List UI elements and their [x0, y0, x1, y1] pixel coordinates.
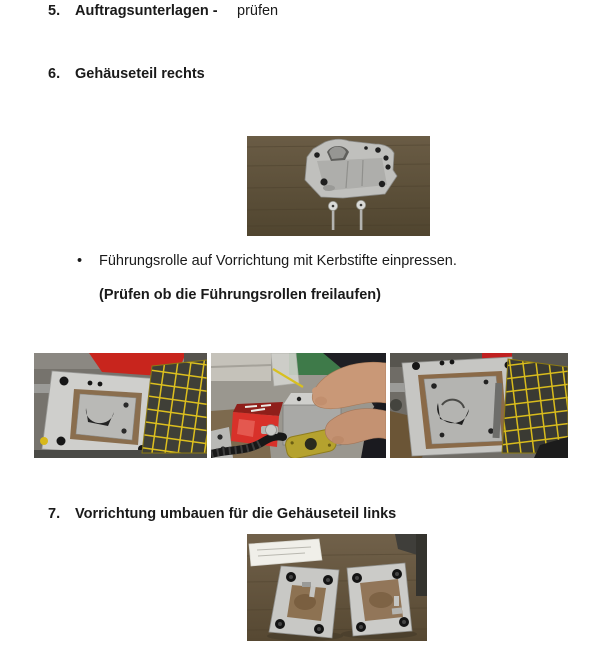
photo-vorrichtung-mit-schutzgitter-links: [34, 353, 207, 458]
item-7-title: Vorrichtung umbauen für die Gehäuseteil links: [75, 506, 397, 522]
list-number-6: 6.: [48, 66, 61, 82]
bullet-text: Führungsrolle auf Vorrichtung mit Kerbstifte einpressen.: [99, 253, 457, 269]
list-number-7: 7.: [48, 506, 61, 522]
list-number-5: 5.: [48, 3, 61, 19]
photo-vorrichtungsplatten-fuer-gehaeuseteil-links: [247, 534, 427, 641]
bullet-marker: •: [77, 253, 83, 269]
item-6-title: Gehäuseteil rechts: [75, 66, 205, 82]
bullet-note: (Prüfen ob die Führungsrollen freilaufen): [99, 287, 381, 303]
item-5-detail: prüfen: [237, 3, 279, 19]
photo-gehaeuseteil-in-vorrichtung-mit-schutzgitter: [390, 353, 568, 458]
photo-gehaeuseteil-rechts-mit-kerbstiften: [247, 136, 430, 236]
photo-fuehrungsrolle-von-hand-einpressen: [211, 353, 386, 458]
item-5-title: Auftragsunterlagen -: [75, 3, 218, 19]
